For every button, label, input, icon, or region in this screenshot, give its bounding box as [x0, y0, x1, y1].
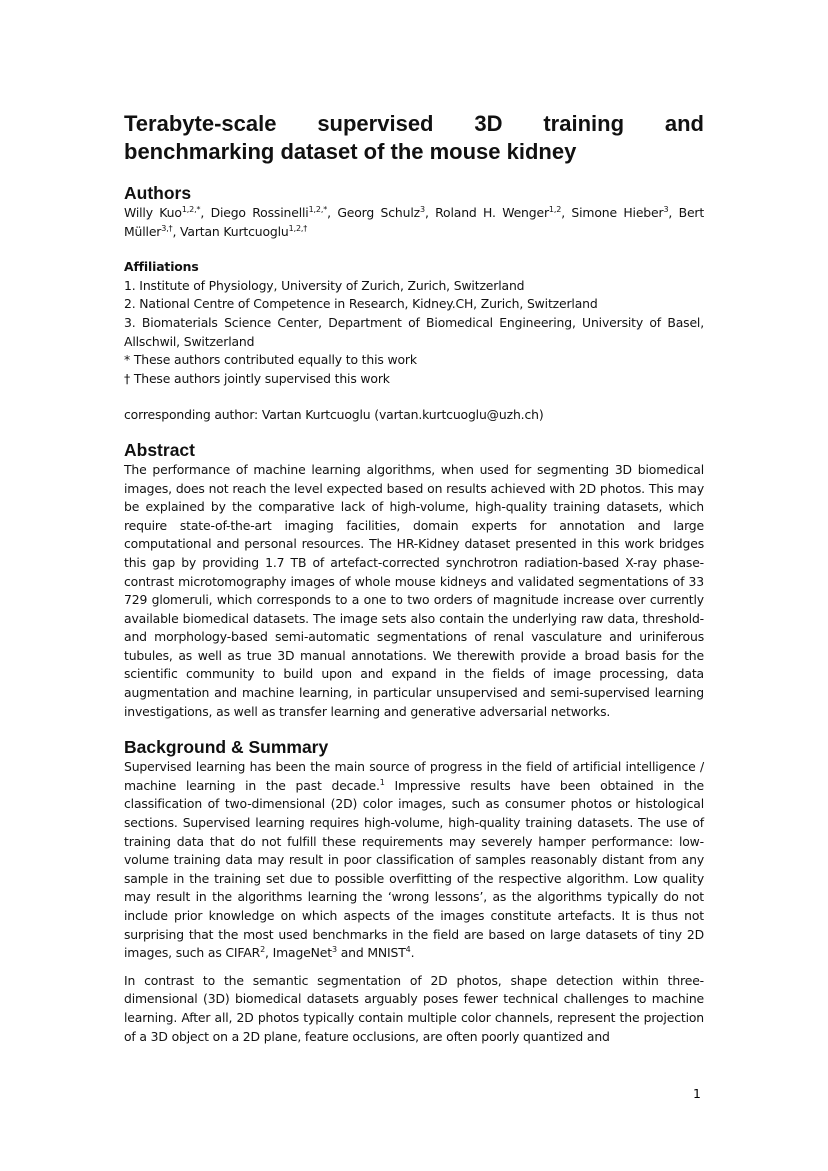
- author-name: Roland H. Wenger: [435, 205, 549, 220]
- paper-title: Terabyte-scale supervised 3D training and benchmarking dataset of the mouse kidney: [124, 111, 704, 164]
- author-affiliation-marker: 1,2,*: [308, 204, 328, 214]
- author-affiliation-marker: 3,†: [161, 223, 173, 233]
- corresponding-author: corresponding author: Vartan Kurtcuoglu (vartan.kurtcuoglu@uzh.ch): [124, 407, 544, 423]
- affiliations-heading: Affiliations: [124, 259, 199, 275]
- author-affiliation-marker: 3: [419, 204, 425, 214]
- author-name: Diego Rossinelli: [210, 205, 309, 220]
- background-paragraph-1: Supervised learning has been the main source of progress in the field of artificial intelligence / machine learning in the past decade.$^1$ Impressive results have been obtained in the classification of two-dimensional (2D) color images, such as consumer photos or histological sections. Supervised learning requires high-volume, high-quality training datasets. The use of training data that do not fulfill these requirements may severely hamper performance: low-volume training data may result in poor classification of samples reasonably distant from any sample in the training set due to possible overfitting of the respective algorithm. Low quality may result in the algorithms learning the ‘wrong lessons’, as the algorithms typically do not include prior knowledge on which aspects of the images constitute artefacts. It is thus not surprising that the most used benchmarks in the field are based on large datasets of tiny 2D images, such as CIFAR$^2$, ImageNet$^3$ and MNIST$^4$.: [124, 759, 704, 961]
- background-paragraph-2: In contrast to the semantic segmentation of 2D photos, shape detection within three-dimensional (3D) biomedical datasets arguably poses fewer technical challenges to machine learning. After all, 2D photos typically contain multiple color channels, represent the projection of a 3D object on a 2D plane, feature occlusions, are often poorly quantized and: [124, 972, 704, 1044]
- authors-heading: Authors: [124, 183, 192, 203]
- author-name: Simone Hieber: [571, 205, 664, 220]
- abstract-text: The performance of machine learning algorithms, when used for segmenting 3D biomedical images, does not reach the level expected based on results achieved with 2D photos. This may be explained by the comparative lack of high-volume, high-quality training datasets, which require state-of-the-art imaging facilities, domain experts for annotation and large computational and personal resources. The HR-Kidney dataset presented in this work bridges this gap by providing 1.7 TB of artefact-corrected synchrotron radiation-based X-ray phase-contrast microtomography images of whole mouse kidneys and validated segmentations of 33 729 glomeruli, which corresponds to a one to two orders of magnitude increase over currently available biomedical datasets. The image sets also contain the underlying raw data, threshold- and morphology-based semi-automatic segmentations of renal vasculature and uriniferous tubules, as well as true 3D manual annotations. We therewith provide a broad basis for the scientific community to build upon and expand in the fields of image processing, data augmentation and machine learning, in particular unsupervised and semi-supervised learning investigations, as well as transfer learning and generative adversarial networks.: [124, 461, 704, 719]
- affiliation-item: * These authors contributed equally to this work: [124, 352, 417, 368]
- author-affiliation-marker: 1,2,*: [181, 204, 201, 214]
- author-name: Vartan Kurtcuoglu: [180, 223, 289, 239]
- affiliation-item: 3. Biomaterials Science Center, Department of Biomedical Engineering, University of Basel, Allschwil, Switzerland: [124, 314, 704, 349]
- author-name: Willy Kuo: [124, 205, 182, 220]
- author-list: Willy Kuo$^{1,2,*}$, Diego Rossinelli$^{1,2,*}$, Georg Schulz$^3$, Roland H. Wenger$^{1,2}$, Simone Hieber$^3$, Bert Müller$^{3,\dagger}$, Vartan Kurtcuoglu$^{1,2,\dagger}$: [124, 204, 705, 239]
- author-affiliation-marker: 3: [663, 204, 669, 214]
- affiliation-item: † These authors jointly supervised this work: [124, 370, 390, 386]
- author-name: Bert Müller: [124, 205, 705, 239]
- author-affiliation-marker: 1,2: [548, 204, 562, 214]
- affiliation-item: 1. Institute of Physiology, University of Zurich, Zurich, Switzerland: [124, 277, 525, 293]
- affiliation-list: [124, 277, 704, 389]
- page-number: 1: [693, 1086, 701, 1101]
- author-affiliation-marker: 1,2,†: [288, 223, 308, 233]
- author-name: Georg Schulz: [337, 205, 420, 220]
- affiliation-item: 2. National Centre of Competence in Research, Kidney.CH, Zurich, Switzerland: [124, 296, 598, 312]
- background-heading: Background & Summary: [124, 737, 329, 758]
- paper-page: [124, 110, 704, 1046]
- abstract-heading: Abstract: [124, 439, 195, 460]
